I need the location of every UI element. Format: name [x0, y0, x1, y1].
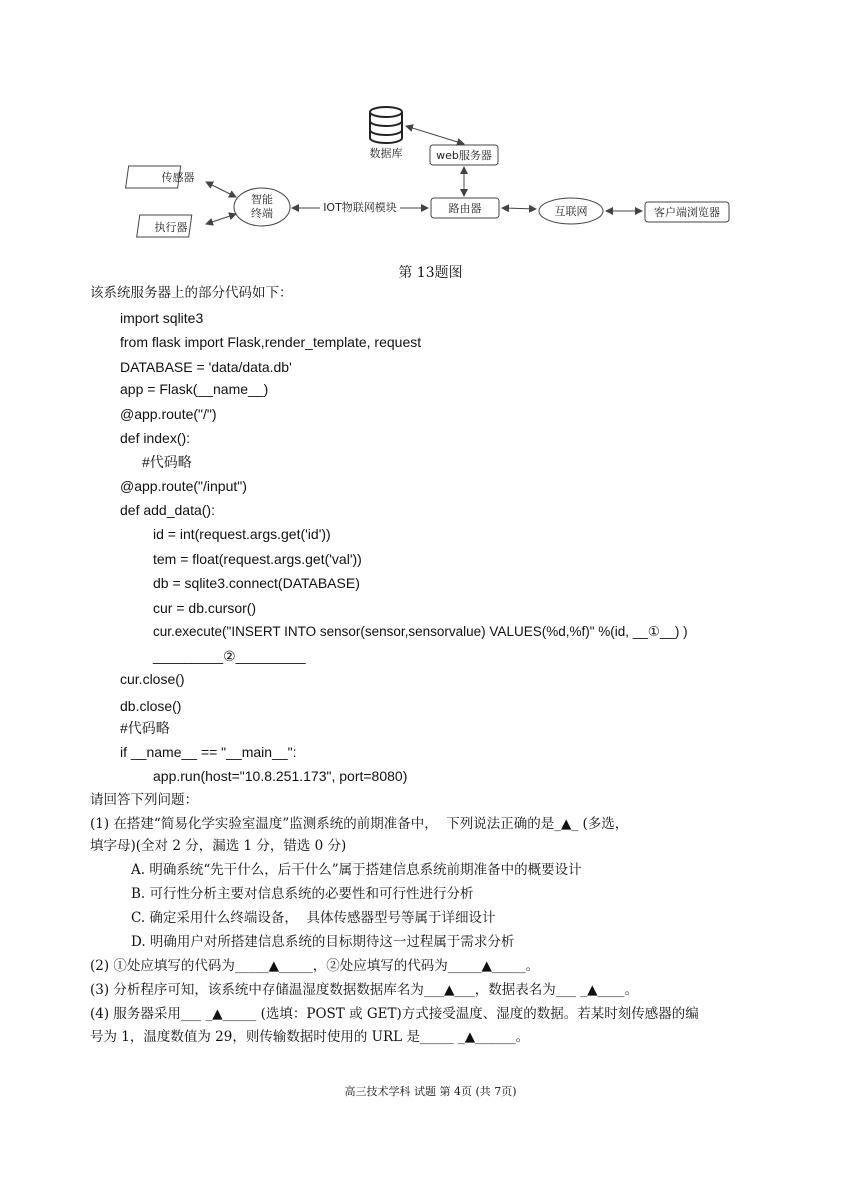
question-1-line-1: (1) 在搭建“简易化学实验室温度”监测系统的前期准备中， 下列说法正确的是_▲_ (多选， [90, 816, 629, 832]
sensor-label: 传感器 [161, 171, 195, 184]
code-line: if __name__ == "__main__": [120, 744, 297, 760]
internet-label: 互联网 [554, 205, 588, 218]
web-server-label: web服务器 [436, 149, 492, 162]
intro-text: 该系统服务器上的部分代码如下： [90, 285, 293, 301]
code-line: cur.close() [120, 671, 185, 687]
code-line: tem = float(request.args.get('val')) [153, 551, 362, 567]
code-line: cur = db.cursor() [153, 600, 257, 616]
client-browser-label: 客户端浏览器 [654, 206, 720, 219]
code-line: DATABASE = 'data/data.db' [120, 359, 292, 375]
question-4-line-1: (4) 服务器采用___ _▲_____ (选填：POST 或 GET)方式接受温度、湿度的数据。若某时刻传感器的编 [90, 1006, 699, 1022]
code-line: def add_data(): [120, 502, 215, 518]
code-line: cur.execute("INSERT INTO sensor(sensor,sensorvalue) VALUES(%d,%f)" %(id, __①__) ) [153, 624, 688, 639]
smart-terminal-label-2: 终端 [251, 207, 273, 220]
code-line: app.run(host="10.8.251.173", port=8080) [153, 768, 408, 784]
question-3: (3) 分析程序可知，该系统中存储温湿度数据数据库名为___▲___，数据表名为___ _▲____。 [90, 982, 638, 998]
questions-prompt: 请回答下列问题： [90, 792, 198, 808]
code-line: @app.route("/input") [120, 478, 247, 494]
database-icon [370, 107, 402, 143]
code-line: import sqlite3 [120, 310, 204, 326]
option-a: A. 明确系统“先干什么，后干什么”属于搭建信息系统前期准备中的概要设计 [131, 862, 582, 878]
option-b: B. 可行性分析主要对信息系统的必要性和可行性进行分析 [131, 886, 474, 902]
smart-terminal-label-1: 智能 [251, 193, 273, 206]
iot-module-label: IOT物联网模块 [323, 201, 397, 214]
actuator-label: 执行器 [154, 221, 188, 234]
actuator-arrow [206, 214, 236, 224]
code-line: db = sqlite3.connect(DATABASE) [153, 575, 360, 591]
question-1-line-2: 填字母)(全对 2 分，漏选 1 分，错选 0 分) [90, 838, 347, 854]
code-line: #代码略 [120, 720, 170, 736]
code-line: #代码略 [142, 454, 192, 470]
option-d: D. 明确用户对所搭建信息系统的目标期待这一过程属于需求分析 [131, 934, 515, 950]
question-2: (2) ①处应填写的代码为_____▲_____，②处应填写的代码为_____▲_____。 [90, 958, 540, 974]
code-line: def index(): [120, 430, 191, 446]
database-label: 数据库 [369, 147, 403, 160]
option-c: C. 确定采用什么终端设备， 具体传感器型号等属于详细设计 [131, 910, 496, 926]
system-architecture-diagram [0, 0, 861, 260]
code-line: db.close() [120, 698, 182, 714]
db-web-arrow [406, 126, 464, 144]
router-label: 路由器 [448, 202, 482, 215]
code-line: from flask import Flask,render_template, request [120, 334, 422, 350]
code-line: @app.route("/") [120, 406, 217, 422]
sensor-arrow [206, 182, 236, 197]
code-blank-2: _________②_________ [153, 648, 306, 664]
question-4-line-2: 号为 1，温度数值为 29，则传输数据时使用的 URL 是_____ _▲______。 [90, 1029, 530, 1045]
figure-caption: 第 13题图 [398, 265, 463, 281]
page-footer: 高三技术学科 试题 第 4页 (共 7页) [344, 1085, 517, 1098]
router-internet-arrow [502, 208, 536, 209]
code-line: id = int(request.args.get('id')) [153, 526, 331, 542]
code-line: app = Flask(__name__) [120, 381, 269, 397]
